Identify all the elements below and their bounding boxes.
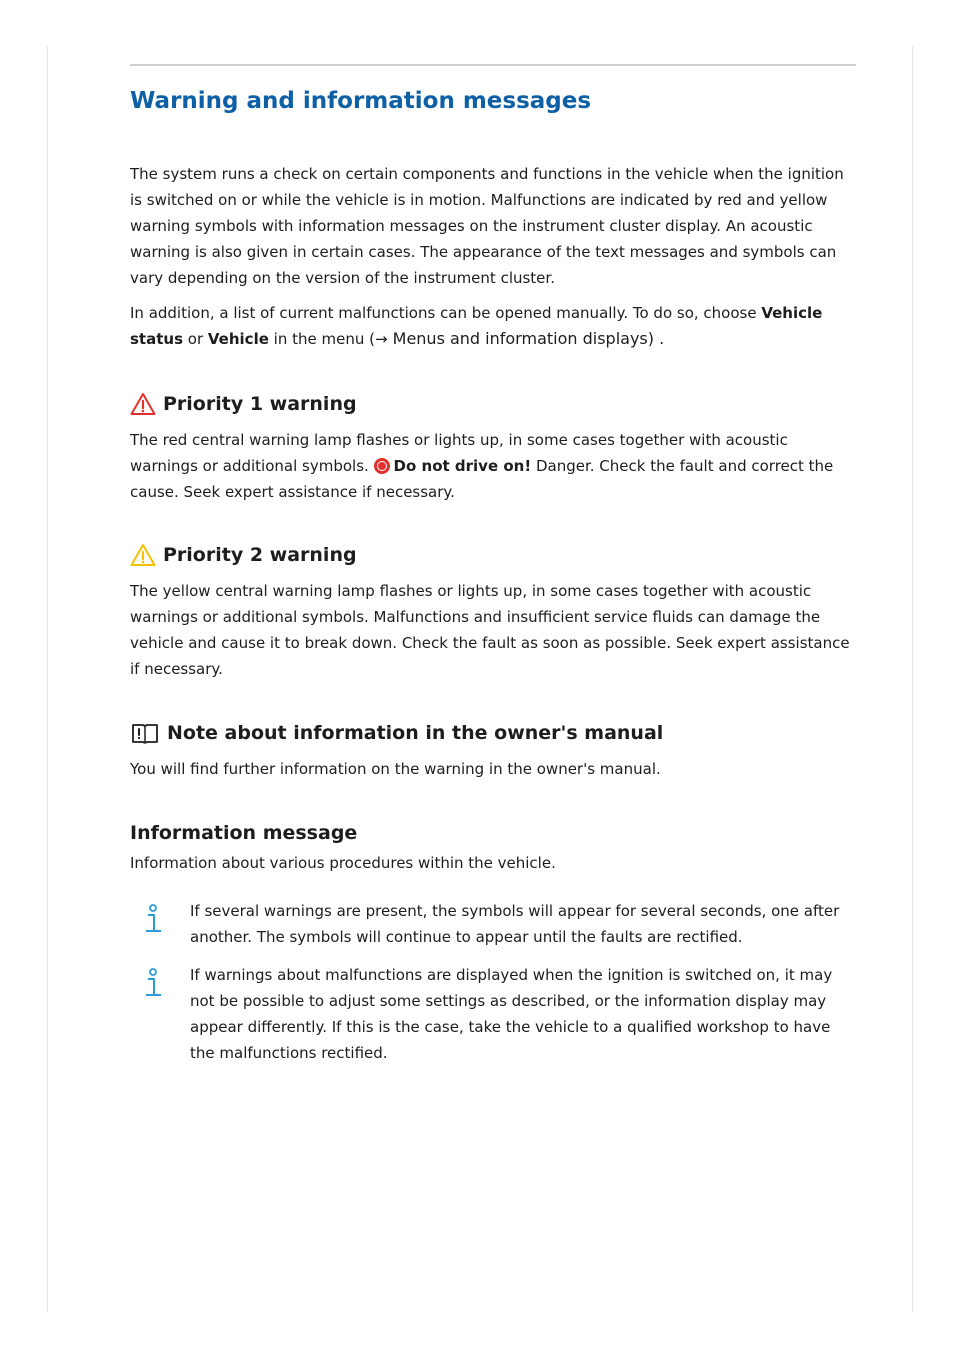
manual-note-text: You will find further information on the warning in the owner's manual. (130, 760, 661, 778)
info-icon (142, 904, 164, 934)
info-tip (130, 898, 856, 950)
page-edge-left (47, 46, 48, 1312)
info-icon (142, 968, 164, 998)
intro-paragraph: The system runs a check on certain components and functions in the vehicle when the ignition is switched on or while the vehicle is in motion. Malfunctions are indicated by red and yellow warning symbols with information messages on the instrument cluster display. An acoustic warning is also given in certain cases. The appearance of the text messages and symbols can vary depending on the version of the instrument cluster. (130, 165, 844, 287)
priority2-heading: Priority 2 warning (130, 543, 856, 567)
do-not-drive-on-text: Do not drive on! (393, 457, 532, 475)
priority2-text: The yellow central warning lamp flashes or lights up, in some cases together with acoustic warnings or additional symbols. Malfunctions and insufficient service fluids can damage the vehicle and cause it to break down. Check the fault as soon as possible. Seek expert assistance if necessary. (130, 582, 850, 678)
owners-manual-icon (130, 721, 160, 745)
stop-icon (374, 458, 390, 474)
info-message-text: Information about various procedures within the vehicle. (130, 854, 556, 872)
cross-reference-arrow-icon: → (374, 330, 388, 348)
page-title: Warning and information messages (130, 88, 592, 114)
info-tip-text: If warnings about malfunctions are displayed when the ignition is switched on, it may not be possible to adjust some settings as described, or the information display may appear differently. If this is the case, take the vehicle to a qualified workshop to have the malfunctions rectified. (190, 966, 833, 1062)
vehicle-menu-label: Vehicle (207, 330, 269, 348)
manual-note-heading: Note about information in the owner's manual (130, 721, 856, 745)
priority1-heading: Priority 1 warning (130, 392, 856, 416)
intro-paragraph-menu: In addition, a list of current malfunctions can be opened manually. To do so, choose Vehicle status or Vehicle in the menu (→ Menus and information displays) . (130, 304, 823, 348)
top-divider (130, 64, 856, 66)
yellow-warning-triangle-icon (130, 543, 156, 567)
info-tip (130, 962, 856, 1066)
red-warning-triangle-icon (130, 392, 156, 416)
page-edge-right (912, 46, 913, 1312)
info-tip-text: If several warnings are present, the symbols will appear for several seconds, one after another. The symbols will continue to appear until the faults are rectified. (190, 902, 840, 946)
priority1-text: The red central warning lamp flashes or lights up, in some cases together with acoustic warnings or additional symbols. Do not drive on! Danger. Check the fault and correct the cause. Seek expert assistance if necessary. (130, 431, 834, 501)
vehicle-status-menu-label: Vehicle status (130, 304, 823, 348)
cross-reference-link[interactable]: Menus and information displays) . (387, 329, 665, 348)
info-message-heading: Information message (130, 822, 358, 844)
